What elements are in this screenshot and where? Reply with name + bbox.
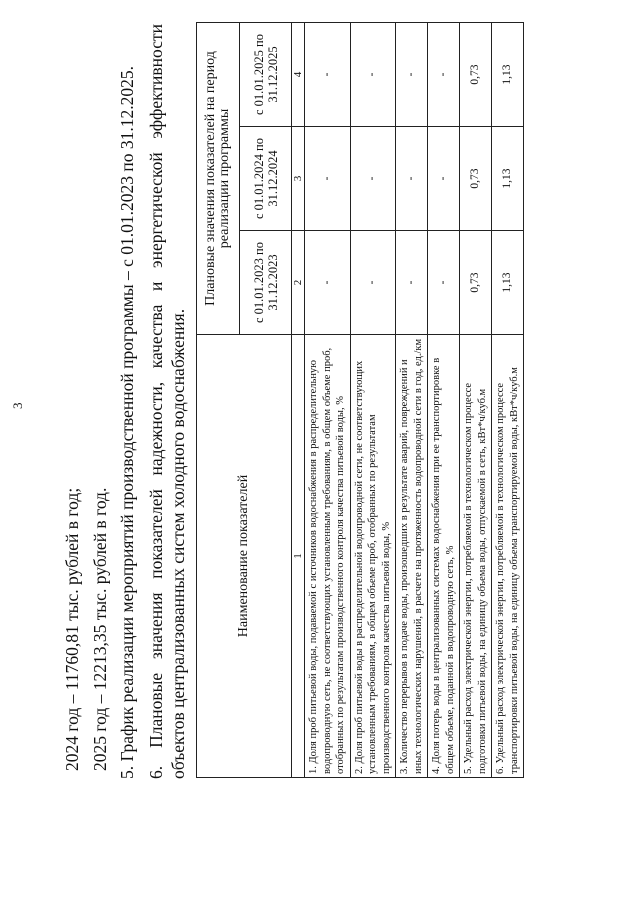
indicator-name-cell: 2. Доля проб питьевой воды в распределительной водопроводной сети, не соответствующих установленным требованиям, в общем объеме проб, отобранных по результатам производственного контроля качества питьевой воды, % — [350, 335, 396, 778]
section-6-heading — [145, 24, 189, 779]
section-6-text: Плановые значения показателей надежности, качества и энергетической эффективности объектов централизованных систем холодного водоснабжения. — [146, 24, 188, 779]
value-cell: - — [428, 127, 460, 231]
value-cell: 1,13 — [492, 127, 524, 231]
table-index-row — [292, 23, 305, 778]
index-cell: 1 — [292, 335, 305, 778]
value-cell: - — [350, 127, 396, 231]
indicators-table — [196, 22, 524, 778]
indicator-name-cell: 6. Удельный расход электрической энергии, потребляемой в технологическом процессе транспортировки питьевой воды, на единицу объема транспортируемой воды, кВт*ч/куб.м — [492, 335, 524, 778]
table-row — [396, 23, 428, 778]
value-cell: - — [305, 127, 351, 231]
value-cell: - — [428, 23, 460, 127]
value-cell: - — [428, 231, 460, 335]
value-cell: - — [350, 231, 396, 335]
table-row — [305, 23, 351, 778]
table-row — [460, 23, 492, 778]
table-header-row — [197, 23, 240, 778]
budget-2024-line: 2024 год – 11760,81 тыс. рублей в год; — [62, 487, 82, 771]
period-2025-header: с 01.01.2025 по 31.12.2025 — [240, 23, 292, 127]
value-cell: 0,73 — [460, 127, 492, 231]
indicator-name-cell: 5. Удельный расход электрической энергии, потребляемой в технологическом процессе подготовки питьевой воды, на единицу объема воды, отпускаемой в сеть, кВт*ч/куб.м — [460, 335, 492, 778]
value-cell: - — [305, 23, 351, 127]
value-cell: - — [350, 23, 396, 127]
table-row — [350, 23, 396, 778]
value-cell: - — [396, 127, 428, 231]
value-cell: - — [305, 231, 351, 335]
indicator-name-header: Наименование показателей — [197, 335, 292, 778]
page-number: 3 — [10, 402, 25, 409]
period-2024-header: с 01.01.2024 по 31.12.2024 — [240, 127, 292, 231]
value-cell: 1,13 — [492, 231, 524, 335]
budget-2025-line: 2025 год – 12213,35 тыс. рублей в год. — [90, 487, 110, 771]
table-row — [428, 23, 460, 778]
indicator-name-cell: 1. Доля проб питьевой воды, подаваемой с источников водоснабжения в распределительную водопроводную сеть, не соответствующих установленным требованиям, в общем объеме проб, отобранных по результатам производственного контроля качества питьевой воды, % — [305, 335, 351, 778]
value-cell: 0,73 — [460, 23, 492, 127]
value-cell: 1,13 — [492, 23, 524, 127]
indicator-name-cell: 4. Доля потерь воды в централизованных системах водоснабжения при ее транспортировке в общем объеме, поданной в водопроводную сеть, % — [428, 335, 460, 778]
planned-values-header: Плановые значения показателей на период реализации программы — [197, 23, 240, 335]
value-cell: - — [396, 23, 428, 127]
section-5-heading: 5. График реализации мероприятий производственной программы – с 01.01.2023 по 31.12.2025. — [117, 66, 137, 779]
index-cell: 3 — [292, 127, 305, 231]
indicator-name-cell: 3. Количество перерывов в подаче воды, произошедших в результате аварий, повреждений и иных технологических нарушений, в расчете на протяженность водопроводной сети в год, ед./км — [396, 335, 428, 778]
value-cell: - — [396, 231, 428, 335]
index-cell: 4 — [292, 23, 305, 127]
table-row — [492, 23, 524, 778]
section-6-number: 6. — [146, 765, 166, 779]
value-cell: 0,73 — [460, 231, 492, 335]
index-cell: 2 — [292, 231, 305, 335]
period-2023-header: с 01.01.2023 по 31.12.2023 — [240, 231, 292, 335]
